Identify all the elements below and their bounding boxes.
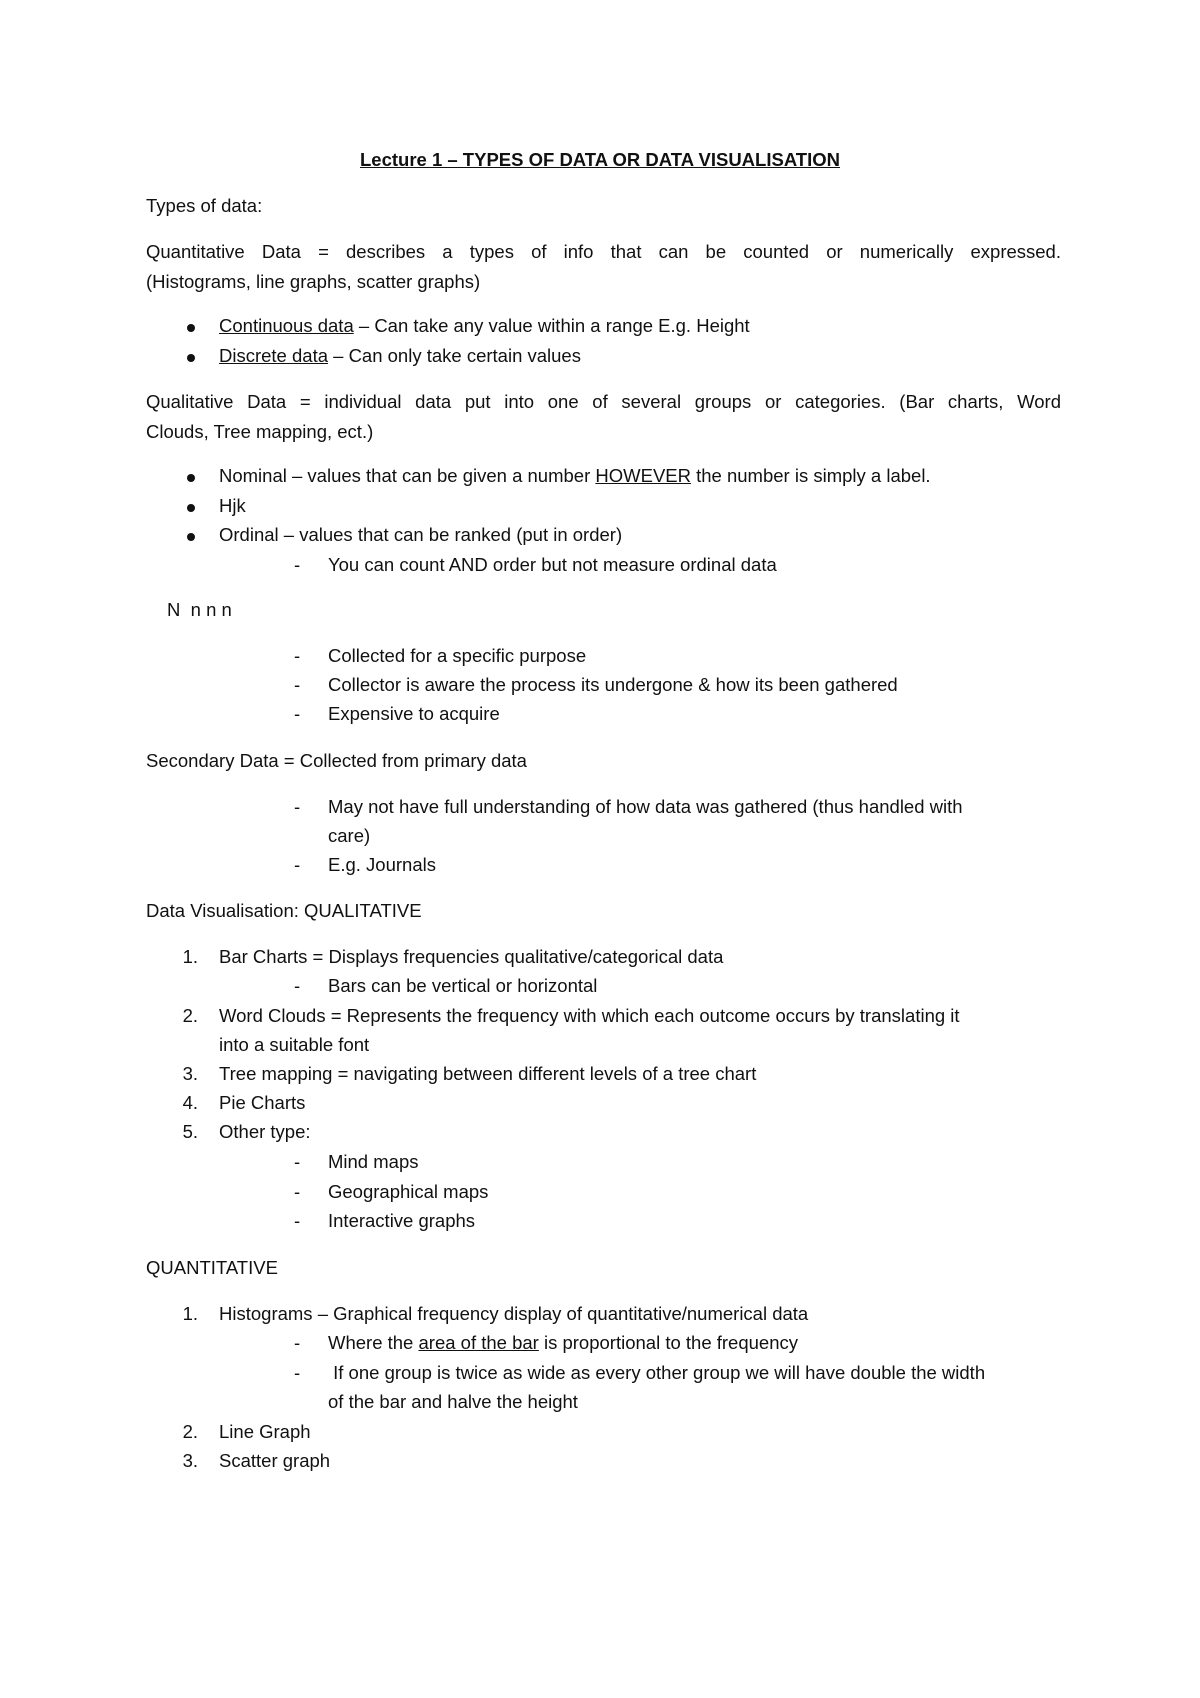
qualitative-line-2: Clouds, Tree mapping, ect.) [146,421,374,442]
ordinal-sub-item: You can count AND order but not measure ordinal data [328,554,777,575]
vis-qualitative-heading: Data Visualisation: QUALITATIVE [146,900,422,921]
list-number: 5. [182,1121,198,1142]
nominal-text-b: the number is simply a label. [690,465,931,486]
quantitative-line-1: Quantitative Data = describes a types of info that can be counted or numerically expressed. [146,241,1061,262]
bullet-icon [187,324,195,332]
continuous-data-desc: – Can take any value within a range E.g. Height [353,315,750,336]
list-number: 1. [182,946,198,967]
vis-quant-item-1: Histograms – Graphical frequency display of quantitative/numerical data [219,1303,809,1324]
types-heading: Types of data: [146,195,263,216]
nominal-emphasis: HOWEVER [595,465,691,486]
dash-marker: - [294,975,301,996]
histogram-sub-1 [328,1331,798,1355]
primary-point-1: Collected for a specific purpose [328,645,587,666]
primary-point-2: Collector is aware the process its undergone & how its been gathered [328,674,898,695]
hjk-item: Hjk [219,495,246,516]
qualitative-line-1: Qualitative Data = individual data put into one of several groups or categories. (Bar charts, Word [146,391,1061,412]
nominal-item [219,464,931,488]
dash-marker: - [294,1181,301,1202]
discrete-data-item [219,344,581,368]
stray-text: N n n n [167,599,232,620]
histogram-sub-1-a: Where the [328,1332,419,1353]
vis-qual-item-1-sub: Bars can be vertical or horizontal [328,975,598,996]
title-text: Lecture 1 – TYPES OF DATA OR DATA VISUALISATION [359,149,840,170]
nominal-text-a: Nominal – values that can be given a number [219,465,596,486]
list-number: 3. [182,1450,198,1471]
vis-qual-item-5: Other type: [219,1121,311,1142]
histogram-sub-1-b: is proportional to the frequency [538,1332,798,1353]
dash-marker: - [294,854,301,875]
list-number: 2. [182,1421,198,1442]
vis-quantitative-heading: QUANTITATIVE [146,1257,278,1278]
vis-qual-item-4: Pie Charts [219,1092,306,1113]
bullet-icon [187,504,195,512]
secondary-point-1a: May not have full understanding of how data was gathered (thus handled with [328,796,963,817]
histogram-sub-2a: If one group is twice as wide as every other group we will have double the width [328,1362,986,1383]
quantitative-line-2: (Histograms, line graphs, scatter graphs) [146,271,481,292]
secondary-point-1b: care) [328,825,371,846]
list-number: 3. [182,1063,198,1084]
histogram-sub-2b: of the bar and halve the height [328,1391,578,1412]
vis-qual-item-2a: Word Clouds = Represents the frequency with which each outcome occurs by translating it [219,1005,960,1026]
continuous-data-term: Continuous data [219,315,354,336]
other-type-2: Geographical maps [328,1181,489,1202]
dash-marker: - [294,703,301,724]
vis-quant-item-3: Scatter graph [219,1450,331,1471]
vis-qual-item-3: Tree mapping = navigating between different levels of a tree chart [219,1063,757,1084]
dash-marker: - [294,554,301,575]
dash-marker: - [294,1151,301,1172]
ordinal-item: Ordinal – values that can be ranked (put in order) [219,524,623,545]
other-type-1: Mind maps [328,1151,419,1172]
histogram-sub-1-emphasis: area of the bar [418,1332,539,1353]
secondary-point-2: E.g. Journals [328,854,436,875]
page-title [0,148,1200,172]
vis-qual-item-1: Bar Charts = Displays frequencies qualitative/categorical data [219,946,724,967]
discrete-data-desc: – Can only take certain values [328,345,581,366]
list-number: 2. [182,1005,198,1026]
dash-marker: - [294,1362,301,1383]
dash-marker: - [294,1332,301,1353]
dash-marker: - [294,674,301,695]
bullet-icon [187,474,195,482]
list-number: 1. [182,1303,198,1324]
list-number: 4. [182,1092,198,1113]
vis-quant-item-2: Line Graph [219,1421,311,1442]
dash-marker: - [294,796,301,817]
bullet-icon [187,533,195,541]
primary-point-3: Expensive to acquire [328,703,500,724]
vis-qual-item-2b: into a suitable font [219,1034,370,1055]
continuous-data-item [219,314,750,338]
discrete-data-term: Discrete data [219,345,328,366]
other-type-3: Interactive graphs [328,1210,476,1231]
dash-marker: - [294,1210,301,1231]
dash-marker: - [294,645,301,666]
secondary-data-line: Secondary Data = Collected from primary data [146,750,527,771]
bullet-icon [187,354,195,362]
